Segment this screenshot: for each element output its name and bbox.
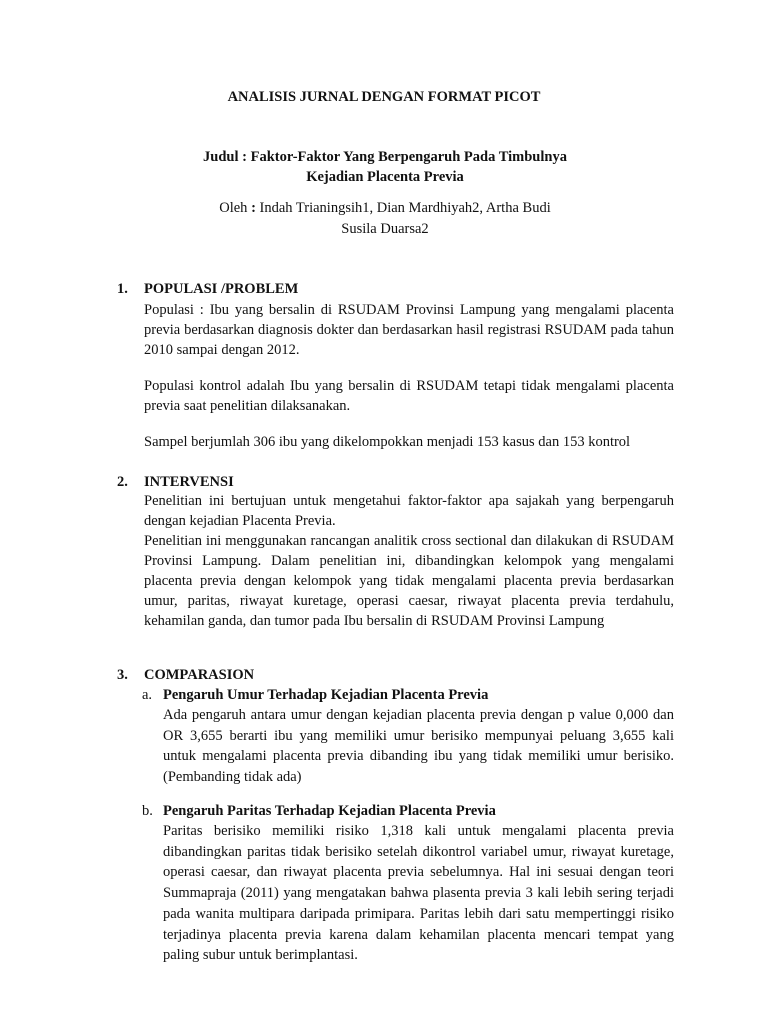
authors-line-2: Susila Duarsa2 <box>341 221 429 237</box>
section-number: 1. <box>117 281 128 297</box>
comparasion-paragraph-a: Ada pengaruh antara umur dengan kejadian placenta previa dengan p value 0,000 dan OR 3,655 berarti ibu yang memiliki umur berisiko mempunyai peluang 3,655 kali untuk mengalami placenta previa dibanding ibu yang tidak memiliki umur berisiko. (Pembanding tidak ada) <box>163 707 674 786</box>
comparasion-subheading-b <box>142 801 496 821</box>
comparasion-subheading-a <box>142 685 488 705</box>
authors-block <box>150 198 620 240</box>
subheading-title: Pengaruh Paritas Terhadap Kejadian Placenta Previa <box>163 803 496 819</box>
section-heading-comparasion <box>117 665 254 685</box>
authors-prefix: Oleh <box>219 200 248 216</box>
authors-names-1: Indah Trianingsih1, Dian Mardhiyah2, Artha Budi <box>259 200 551 216</box>
populasi-paragraph-1: Populasi : Ibu yang bersalin di RSUDAM Provinsi Lampung yang mengalami placenta previa berdasarkan diagnosis dokter dan berdasarkan hasil registrasi RSUDAM pada tahun 2010 sampai dengan 2012. <box>144 302 674 358</box>
subheading-title: Pengaruh Umur Terhadap Kejadian Placenta Previa <box>163 687 489 703</box>
authors-colon: : <box>251 200 256 216</box>
section-title: POPULASI /PROBLEM <box>144 281 299 297</box>
section-heading-populasi <box>117 279 298 299</box>
comparasion-paragraph-b: Paritas berisiko memiliki risiko 1,318 kali untuk mengalami placenta previa dibandingkan paritas tidak berisiko setelah dikontrol variabel umur, riwayat kuretage, operasi caesar, dan riwayat placenta previa sebelumnya. Hal ini sesuai dengan teori Summapraja (2011) yang mengatakan bahwa plasenta previa 3 kali lebih sering terjadi pada wanita multipara daripada primipara. Paritas lebih dari satu mempertinggi risiko terjadinya placenta previa karena dalam kehamilan placenta mencari tempat yang paling subur untuk berimplantasi. <box>163 823 674 964</box>
section-title: COMPARASION <box>144 667 255 683</box>
intervensi-paragraph-1: Penelitian ini bertujuan untuk mengetahui faktor-faktor apa sajakah yang berpengaruh dengan kejadian Placenta Previa. <box>144 493 674 529</box>
subheading-letter: a. <box>142 687 153 703</box>
journal-title-line-1: Judul : Faktor-Faktor Yang Berpengaruh Pada Timbulnya <box>203 149 567 165</box>
section-heading-intervensi <box>117 472 234 492</box>
section-number: 3. <box>117 667 128 683</box>
intervensi-paragraph-2: Penelitian ini menggunakan rancangan analitik cross sectional dan dilakukan di RSUDAM Provinsi Lampung. Dalam penelitian ini, dibandingkan kelompok yang mengalami placenta previa dengan kelompok yang tidak mengalami placenta previa berdasarkan umur, paritas, riwayat kuretage, operasi caesar, riwayat placenta previa terdahulu, kehamilan ganda, dan tumor pada Ibu bersalin di RSUDAM Provinsi Lampung <box>144 533 674 629</box>
subheading-letter: b. <box>142 803 153 819</box>
document-title: ANALISIS JURNAL DENGAN FORMAT PICOT <box>227 89 541 105</box>
section-title: INTERVENSI <box>144 474 234 490</box>
section-number: 2. <box>117 474 128 490</box>
authors-line-1 <box>150 198 620 219</box>
populasi-paragraph-3: Sampel berjumlah 306 ibu yang dikelompokkan menjadi 153 kasus dan 153 kontrol <box>144 434 631 450</box>
journal-title-line-2: Kejadian Placenta Previa <box>306 169 464 185</box>
populasi-paragraph-2: Populasi kontrol adalah Ibu yang bersalin di RSUDAM tetapi tidak mengalami placenta previa saat penelitian dilaksanakan. <box>144 378 674 414</box>
journal-title-block <box>150 147 620 187</box>
